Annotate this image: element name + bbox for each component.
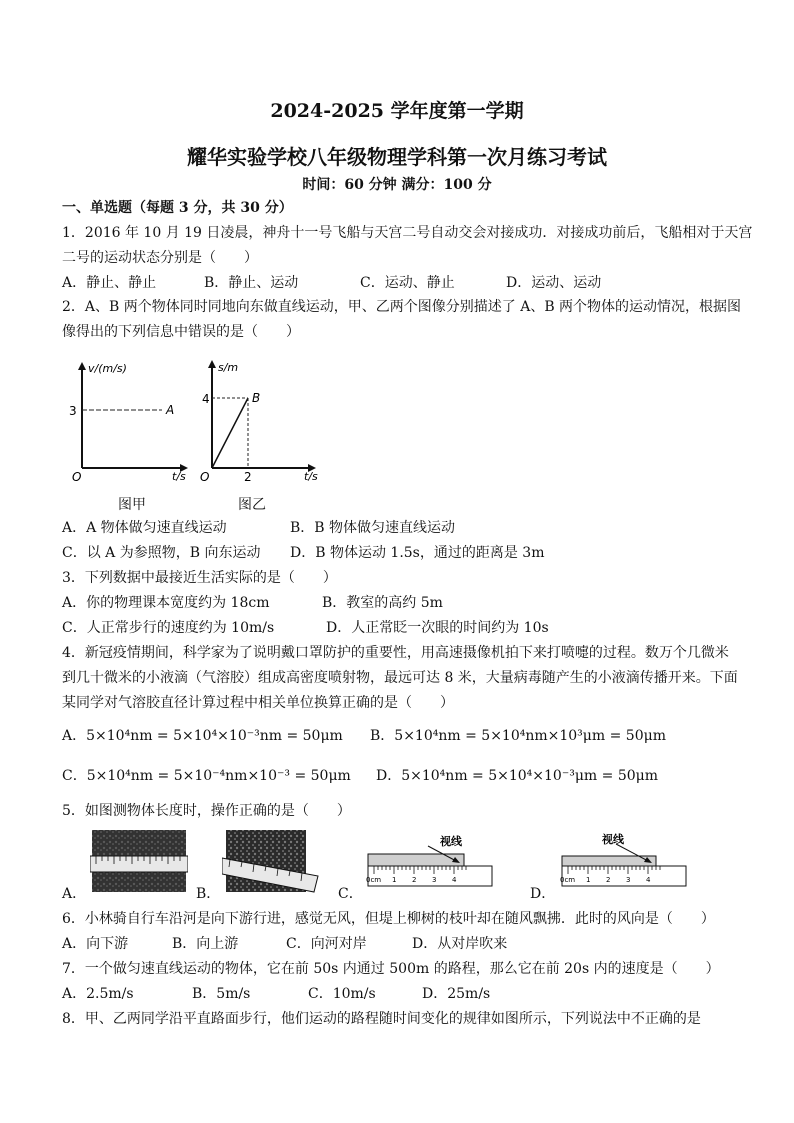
q4-option-a-label: A． (62, 728, 87, 744)
q5-d-tick-4: 4 (646, 876, 651, 884)
q5-d-tick-3: 3 (626, 876, 631, 884)
q8-line1: 8．甲、乙两同学沿平直路面步行，他们运动的路程随时间变化的规律如图所示，下列说法中不正确的是 (62, 1011, 701, 1027)
graph1-series-label: A (166, 403, 175, 417)
exam-title: 耀华实验学校八年级物理学科第一次月练习考试 (187, 145, 607, 169)
q5-c-tick-4: 4 (452, 876, 457, 884)
graph1-ytick: 3 (69, 404, 77, 418)
q3-option-d: D．人正常眨一次眼的时间约为 10s (326, 620, 549, 636)
q4-option-d (376, 767, 658, 785)
q5-image-b (222, 828, 322, 894)
q3-option-a: A．你的物理课本宽度约为 18cm (62, 595, 270, 611)
q6-line1: 6．小林骑自行车沿河是向下游行进，感觉无风，但堤上柳树的枝叶却在随风飘拂．此时的风向是（ ） (62, 911, 715, 927)
graph1-ylabel: v/(m/s) (88, 362, 127, 375)
q4-line2: 到几十微米的小液滴（气溶胶）组成高密度喷射物，最远可达 8 米，大量病毒随产生的小液滴传播开来。下面 (62, 670, 738, 686)
q5-c-tick-1: 1 (392, 876, 397, 884)
graph2-ylabel: s/m (218, 361, 239, 374)
q7-option-b: B．5m/s (192, 986, 251, 1002)
q5-line1: 5．如图测物体长度时，操作正确的是（ ） (62, 803, 351, 819)
q5-c-tick-3: 3 (432, 876, 437, 884)
q5-d-tick-0: 0cm (560, 876, 576, 884)
q5-option-d: D． (530, 886, 556, 902)
q6-option-c: C．向河对岸 (286, 936, 367, 952)
q1-line2: 二号的运动状态分别是（ ） (62, 250, 258, 266)
graph2-caption: 图乙 (238, 497, 266, 513)
q5-c-sight-label: 视线 (440, 835, 462, 848)
q7-line1: 7．一个做匀速直线运动的物体，它在前 50s 内通过 500m 的路程，那么它在前 20s 内的速度是（ ） (62, 961, 720, 977)
q5-image-a (90, 828, 188, 894)
q4-option-a-formula: 5×10⁴nm = 5×10⁴×10⁻³nm = 50μm (86, 728, 343, 744)
graph2-ytick: 4 (202, 392, 210, 406)
q7-option-d: D．25m/s (422, 986, 491, 1002)
q4-option-b-label: B． (370, 728, 395, 744)
q6-option-a: A．向下游 (62, 936, 129, 952)
q2-option-b: B．B 物体做匀速直线运动 (290, 520, 456, 536)
q5-d-tick-1: 1 (586, 876, 591, 884)
q4-option-b-formula: 5×10⁴nm = 5×10⁴nm×10³μm = 50μm (394, 728, 666, 744)
q4-option-c-label: C． (62, 768, 87, 784)
q5-d-sight-label: 视线 (602, 833, 624, 846)
q5-c-tick-2: 2 (412, 876, 417, 884)
q2-line2: 像得出的下列信息中错误的是（ ） (62, 324, 300, 340)
q6-option-b: B．向上游 (172, 936, 239, 952)
q5-c-tick-0: 0cm (366, 876, 382, 884)
year-line: 2024-2025 学年度第一学期 (270, 100, 524, 122)
graph-s-t (198, 358, 324, 488)
q3-line1: 3．下列数据中最接近生活实际的是（ ） (62, 570, 337, 586)
graph-v-t (60, 358, 200, 488)
q4-line1: 4．新冠疫情期间，科学家为了说明戴口罩防护的重要性，用高速摄像机拍下来打喷嚏的过程。数万个几微米 (62, 645, 729, 661)
q5-option-b: B． (196, 886, 221, 902)
q5-option-c: C． (338, 886, 363, 902)
q7-option-c: C．10m/s (308, 986, 376, 1002)
section-heading: 一、单选题（每题 3 分，共 30 分） (62, 200, 293, 216)
q3-option-c: C．人正常步行的速度约为 10m/s (62, 620, 275, 636)
graph1-xlabel: t/s (172, 470, 186, 483)
q4-option-c-formula: 5×10⁴nm = 5×10⁻⁴nm×10⁻³ = 50μm (86, 768, 351, 784)
graph1-caption: 图甲 (118, 497, 146, 513)
graph1-origin: O (72, 470, 82, 484)
q4-option-d-label: D． (376, 768, 402, 784)
q1-option-d: D．运动、运动 (506, 275, 602, 291)
q1-option-b: B．静止、运动 (204, 275, 299, 291)
q5-d-tick-2: 2 (606, 876, 611, 884)
q1-option-c: C．运动、静止 (360, 275, 455, 291)
q4-line3: 某同学对气溶胶直径计算过程中相关单位换算正确的是（ ） (62, 695, 454, 711)
q7-option-a: A．2.5m/s (62, 986, 134, 1002)
q5-image-d (556, 830, 690, 892)
q1-line1: 1．2016 年 10 月 19 日凌晨，神舟十一号飞船与天宫二号自动交会对接成功．对接成功前后，飞船相对于天宫 (62, 225, 753, 241)
q4-option-a (62, 727, 343, 745)
graph2-xlabel: t/s (304, 470, 318, 483)
q5-image-c (362, 832, 496, 892)
q4-option-c (62, 767, 351, 785)
q1-option-a: A．静止、静止 (62, 275, 157, 291)
q4-option-d-formula: 5×10⁴nm = 5×10⁴×10⁻³μm = 50μm (401, 768, 659, 784)
q3-option-b: B．教室的高约 5m (322, 595, 443, 611)
q2-option-d: D．B 物体运动 1.5s，通过的距离是 3m (290, 545, 545, 561)
q2-option-c: C．以 A 为参照物，B 向东运动 (62, 545, 261, 561)
q2-line1: 2．A、B 两个物体同时同地向东做直线运动，甲、乙两个图像分别描述了 A、B 两个物体的运动情况，根据图 (62, 299, 742, 315)
graph2-xtick: 2 (244, 470, 252, 484)
q2-option-a: A．A 物体做匀速直线运动 (62, 520, 227, 536)
time-score: 时间：60 分钟 满分：100 分 (302, 177, 492, 193)
q5-option-a: A． (62, 886, 87, 902)
graph2-origin: O (200, 470, 210, 484)
q4-option-b (370, 727, 666, 745)
q6-option-d: D．从对岸吹来 (412, 936, 508, 952)
graph2-series-label: B (252, 391, 261, 405)
